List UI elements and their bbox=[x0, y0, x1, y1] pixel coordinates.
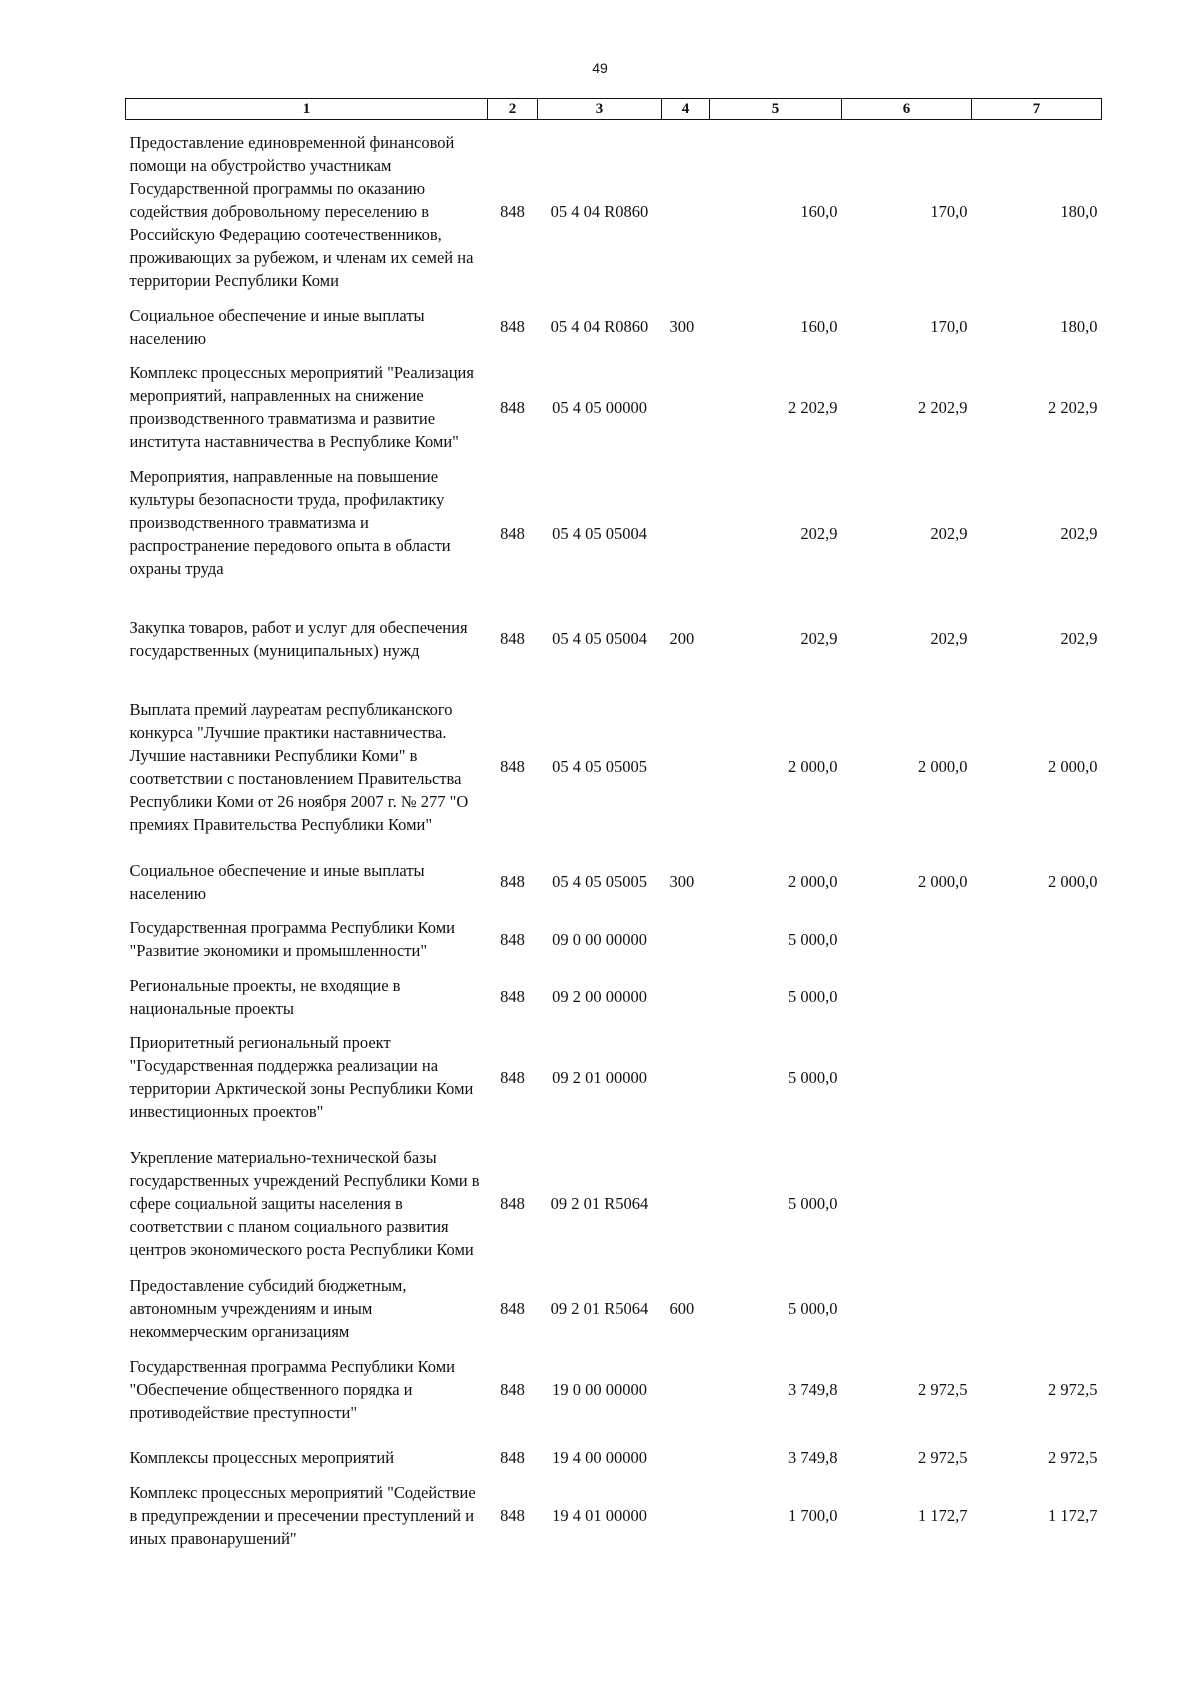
table-row bbox=[126, 603, 1102, 675]
row-value-1: 5 000,0 bbox=[788, 987, 838, 1006]
row-vr bbox=[662, 1020, 710, 1135]
row-gr: 848 bbox=[500, 317, 525, 336]
row-value-3: 2 972,5 bbox=[1048, 1380, 1098, 1399]
row-vr bbox=[662, 905, 710, 974]
table-row bbox=[126, 304, 1102, 350]
row-value-3: 2 202,9 bbox=[1048, 397, 1098, 417]
row-vr: 600 bbox=[669, 1299, 695, 1318]
row-gr: 848 bbox=[500, 1505, 525, 1525]
row-gr: 848 bbox=[500, 987, 525, 1006]
row-name: Комплекс процессных мероприятий "Реализация мероприятий, направленных на снижение производственного травматизма и развитие института наставничества в Республике Коми" bbox=[129, 363, 474, 451]
row-vr bbox=[662, 120, 710, 304]
row-name: Региональные проекты, не входящие в национальные проекты bbox=[129, 975, 401, 1018]
row-name: Государственная программа Республики Коми "Обеспечение общественного порядка и противодействие преступности" bbox=[129, 1357, 455, 1422]
row-csr: 05 4 04 R0860 bbox=[550, 317, 649, 336]
row-csr: 05 4 05 05004 bbox=[552, 629, 647, 648]
table-row bbox=[126, 1481, 1102, 1550]
row-value-3 bbox=[972, 1135, 1102, 1273]
row-value-3: 1 172,7 bbox=[1048, 1505, 1098, 1525]
row-gr: 848 bbox=[500, 1194, 525, 1213]
row-vr bbox=[662, 974, 710, 1020]
row-value-2: 170,0 bbox=[930, 202, 968, 222]
table-header bbox=[126, 99, 1102, 120]
row-name: Предоставление субсидий бюджетным, автономным учреждениям и иным некоммерческим организациям bbox=[129, 1276, 407, 1341]
row-csr: 09 2 01 R5064 bbox=[550, 1299, 649, 1318]
row-vr bbox=[662, 675, 710, 859]
row-gr: 848 bbox=[500, 524, 525, 543]
row-vr: 300 bbox=[669, 872, 695, 891]
table-row bbox=[126, 1345, 1102, 1435]
row-csr: 09 0 00 00000 bbox=[552, 929, 647, 949]
row-value-3: 202,9 bbox=[1060, 524, 1098, 543]
row-value-3 bbox=[972, 974, 1102, 1020]
table-row bbox=[126, 974, 1102, 1020]
row-value-3: 2 972,5 bbox=[1048, 1448, 1098, 1467]
row-csr: 05 4 04 R0860 bbox=[550, 202, 649, 222]
row-vr: 200 bbox=[669, 629, 695, 648]
row-csr: 19 4 01 00000 bbox=[552, 1505, 647, 1525]
row-value-1: 5 000,0 bbox=[788, 1067, 838, 1087]
row-name: Выплата премий лауреатам республиканского конкурса "Лучшие практики наставничества. Лучшие наставники Республики Коми" в соответствии с постановлением Правительства Республики Коми от 26 ноября 2007 г. № 277 "О премиях Правительства Республики Коми" bbox=[129, 699, 469, 834]
row-gr: 848 bbox=[500, 202, 525, 222]
row-gr: 848 bbox=[500, 757, 525, 776]
row-value-1: 5 000,0 bbox=[788, 929, 838, 949]
row-name: Мероприятия, направленные на повышение культуры безопасности труда, профилактику производственного травматизма и распространение передового опыта в области охраны труда bbox=[129, 466, 451, 578]
row-name: Укрепление материально-технической базы государственных учреждений Республики Коми в сфере социальной защиты населения в соответствии с планом социального развития центров экономического роста Республики Коми bbox=[129, 1148, 480, 1259]
row-value-1: 2 000,0 bbox=[788, 757, 838, 776]
row-vr bbox=[662, 465, 710, 603]
row-value-1: 5 000,0 bbox=[788, 1299, 838, 1318]
table-row bbox=[126, 1273, 1102, 1345]
row-value-3 bbox=[972, 1273, 1102, 1345]
row-gr: 848 bbox=[500, 1380, 525, 1399]
row-value-3 bbox=[972, 1020, 1102, 1135]
row-csr: 05 4 05 05004 bbox=[552, 524, 647, 543]
row-csr: 09 2 00 00000 bbox=[552, 987, 647, 1006]
row-name: Предоставление единовременной финансовой помощи на обустройство участникам Государственной программы по оказанию содействия добровольному переселению в Российскую Федерацию соотечественников, проживающих за рубежом, и членам их семей на территории Республики Коми bbox=[129, 133, 474, 291]
table-row bbox=[126, 1020, 1102, 1135]
row-value-2 bbox=[842, 974, 972, 1020]
row-value-2: 2 202,9 bbox=[918, 397, 968, 417]
row-value-2 bbox=[842, 1135, 972, 1273]
row-value-1: 202,9 bbox=[800, 629, 838, 648]
table-row bbox=[126, 675, 1102, 859]
row-gr: 848 bbox=[500, 872, 525, 891]
row-value-2: 2 000,0 bbox=[918, 757, 968, 776]
row-csr: 09 2 01 R5064 bbox=[550, 1194, 649, 1213]
table-row bbox=[126, 859, 1102, 905]
header-col-3: 3 bbox=[538, 99, 662, 120]
row-gr: 848 bbox=[500, 929, 525, 949]
row-gr: 848 bbox=[500, 1448, 525, 1467]
row-name: Закупка товаров, работ и услуг для обеспечения государственных (муниципальных) нужд bbox=[129, 617, 468, 660]
row-value-2: 1 172,7 bbox=[918, 1505, 968, 1525]
table-row bbox=[126, 465, 1102, 603]
row-csr: 19 4 00 00000 bbox=[552, 1448, 647, 1467]
row-value-1: 1 700,0 bbox=[788, 1505, 838, 1525]
row-csr: 05 4 05 05005 bbox=[552, 872, 647, 891]
table-row bbox=[126, 120, 1102, 304]
row-value-3: 180,0 bbox=[1060, 317, 1098, 336]
row-gr: 848 bbox=[500, 397, 525, 417]
header-col-4: 4 bbox=[662, 99, 710, 120]
header-col-5: 5 bbox=[710, 99, 842, 120]
table-row bbox=[126, 1435, 1102, 1481]
row-value-2 bbox=[842, 1020, 972, 1135]
row-value-1: 160,0 bbox=[800, 317, 838, 336]
row-value-1: 160,0 bbox=[800, 202, 838, 222]
row-value-3: 2 000,0 bbox=[1048, 872, 1098, 891]
row-name: Социальное обеспечение и иные выплаты населению bbox=[129, 305, 425, 348]
row-gr: 848 bbox=[500, 629, 525, 648]
row-vr bbox=[662, 350, 710, 465]
row-vr bbox=[662, 1435, 710, 1481]
row-name: Государственная программа Республики Коми "Развитие экономики и промышленности" bbox=[129, 918, 455, 960]
row-csr: 19 0 00 00000 bbox=[552, 1380, 647, 1399]
row-vr bbox=[662, 1345, 710, 1435]
row-value-1: 3 749,8 bbox=[788, 1380, 838, 1399]
header-col-2: 2 bbox=[488, 99, 538, 120]
row-value-1: 2 000,0 bbox=[788, 872, 838, 891]
header-col-7: 7 bbox=[972, 99, 1102, 120]
row-value-1: 5 000,0 bbox=[788, 1194, 838, 1213]
header-col-1: 1 bbox=[126, 99, 488, 120]
row-value-2 bbox=[842, 905, 972, 974]
row-value-2: 2 972,5 bbox=[918, 1448, 968, 1467]
table-row bbox=[126, 905, 1102, 974]
header-col-6: 6 bbox=[842, 99, 972, 120]
row-value-2: 2 000,0 bbox=[918, 872, 968, 891]
row-value-3 bbox=[972, 905, 1102, 974]
row-gr: 848 bbox=[500, 1299, 525, 1318]
row-name: Социальное обеспечение и иные выплаты населению bbox=[129, 860, 425, 903]
budget-table bbox=[125, 98, 1102, 1550]
page-number: 49 bbox=[592, 60, 608, 76]
table-row bbox=[126, 1135, 1102, 1273]
row-vr bbox=[662, 1135, 710, 1273]
row-csr: 05 4 05 05005 bbox=[552, 757, 647, 776]
row-value-2: 170,0 bbox=[930, 317, 968, 336]
header-row bbox=[126, 99, 1102, 120]
row-value-2: 202,9 bbox=[930, 524, 968, 543]
row-gr: 848 bbox=[500, 1067, 525, 1087]
row-name: Комплекс процессных мероприятий "Содействие в предупреждении и пресечении преступлений и иных правонарушений" bbox=[129, 1482, 476, 1548]
table-row bbox=[126, 350, 1102, 465]
row-value-3: 202,9 bbox=[1060, 629, 1098, 648]
row-value-2: 202,9 bbox=[930, 629, 968, 648]
row-value-1: 202,9 bbox=[800, 524, 838, 543]
row-value-3: 180,0 bbox=[1060, 202, 1098, 222]
row-name: Приоритетный региональный проект "Государственная поддержка реализации на территории Арктической зоны Республики Коми инвестиционных проектов" bbox=[129, 1033, 474, 1121]
row-value-1: 2 202,9 bbox=[788, 397, 838, 417]
row-vr bbox=[662, 1481, 710, 1550]
row-value-2 bbox=[842, 1273, 972, 1345]
row-csr: 09 2 01 00000 bbox=[552, 1067, 647, 1087]
row-vr: 300 bbox=[669, 317, 695, 336]
row-value-3: 2 000,0 bbox=[1048, 757, 1098, 776]
row-name: Комплексы процессных мероприятий bbox=[129, 1448, 395, 1467]
row-value-2: 2 972,5 bbox=[918, 1380, 968, 1399]
row-csr: 05 4 05 00000 bbox=[552, 397, 647, 417]
row-value-1: 3 749,8 bbox=[788, 1448, 838, 1467]
table-body bbox=[126, 120, 1102, 1550]
